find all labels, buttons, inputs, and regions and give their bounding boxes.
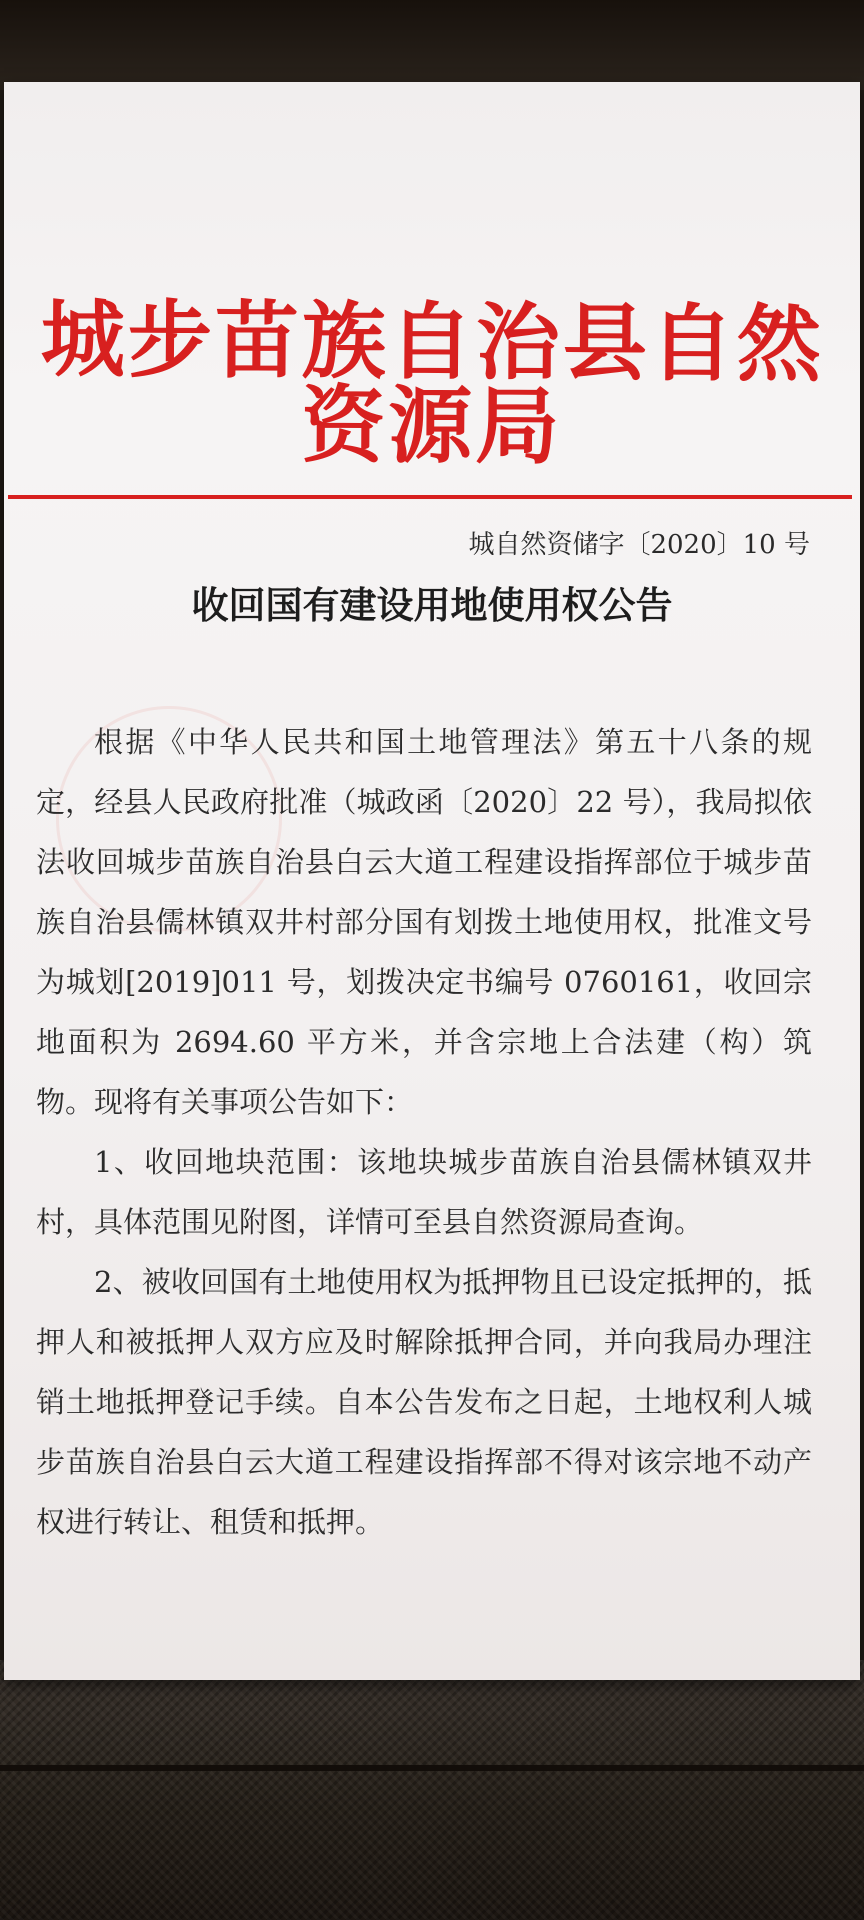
- document-number: 城自然资储字〔2020〕10 号: [468, 530, 810, 560]
- paragraph-item-2: 2、被收回国有土地使用权为抵押物且已设定抵押的，抵押人和被抵押人双方应及时解除抵押合同，并向我局办理注销土地抵押登记手续。自本公告发布之日起，土地权利人城步苗族自治县白云大道工程建设指挥部不得对该宗地不动产权进行转让、租赁和抵押。: [36, 1265, 812, 1539]
- background-top: [0, 0, 864, 90]
- letterhead-divider: [8, 495, 852, 499]
- table-edge: [0, 1765, 864, 1771]
- agency-letterhead: 城步苗族自治县自然资源局: [40, 289, 825, 476]
- paragraph-intro: 根据《中华人民共和国土地管理法》第五十八条的规定，经县人民政府批准（城政函〔2020〕22 号），我局拟依法收回城步苗族自治县白云大道工程建设指挥部位于城步苗族自治县儒林镇双井村部分国有划拨土地使用权，批准文号为城划[2019]011 号，划拨决定书编号 0760161，收回宗地面积为 2694.60 平方米，并含宗地上合法建（构）筑物。现将有关事项公告如下：: [36, 725, 812, 1119]
- paragraph-item-1: 1、收回地块范围：该地块城步苗族自治县儒林镇双井村，具体范围见附图，详情可至县自然资源局查询。: [36, 1145, 812, 1239]
- notice-body: [36, 712, 812, 1552]
- background-bottom: [0, 1660, 864, 1920]
- notice-title: 收回国有建设用地使用权公告: [191, 583, 673, 627]
